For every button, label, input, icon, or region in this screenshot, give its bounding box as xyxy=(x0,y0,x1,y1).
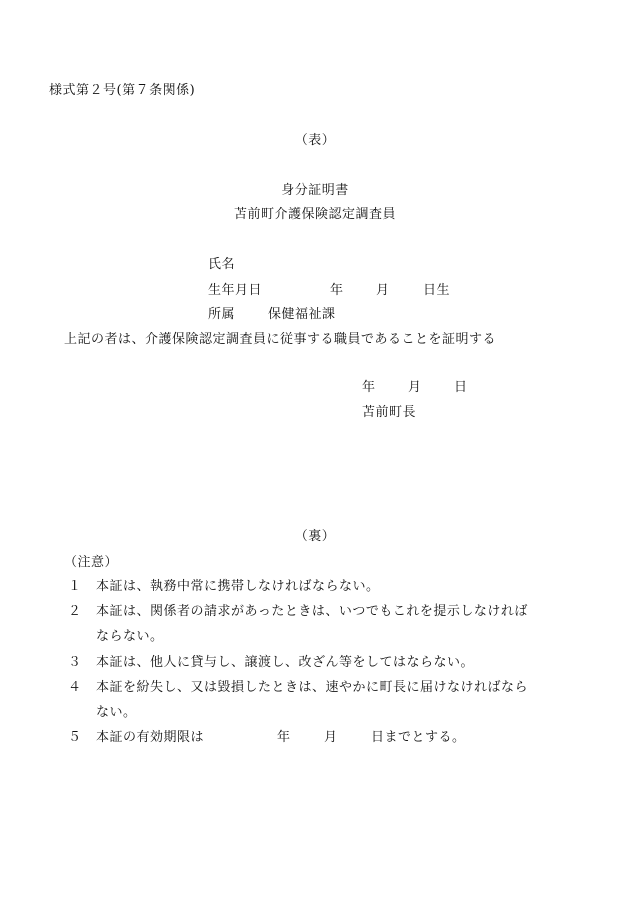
birth-month: 月 xyxy=(376,283,390,298)
validity-month: 月 xyxy=(324,730,338,745)
back-side-label: （裏） xyxy=(294,529,336,544)
birth-day-suffix: 日生 xyxy=(423,283,451,298)
note-number: ２ xyxy=(68,604,82,619)
note-text-continued: ならない。 xyxy=(96,629,164,644)
note-text-continued: ない。 xyxy=(96,705,137,720)
affiliation-value: 保健福祉課 xyxy=(268,307,336,322)
note-text: 本証は、他人に貸与し、譲渡し、改ざん等をしてはならない。 xyxy=(96,655,475,670)
front-side-label: （表） xyxy=(294,133,336,148)
certification-text: 上記の者は、介護保険認定調査員に従事する職員であることを証明する xyxy=(64,332,497,347)
note-text: 本証は、関係者の請求があったときは、いつでもこれを提示しなければ xyxy=(96,604,528,619)
issuer-title: 苫前町長 xyxy=(362,405,417,420)
note-number: ５ xyxy=(68,730,82,745)
issue-date-month: 月 xyxy=(408,380,422,395)
name-label: 氏名 xyxy=(208,257,236,272)
notes-heading: （注意） xyxy=(64,555,119,570)
issue-date-day: 日 xyxy=(454,380,468,395)
affiliation-label: 所属 xyxy=(208,307,236,322)
validity-suffix: 日までとする。 xyxy=(371,730,466,745)
note-text: 本証は、執務中常に携帯しなければならない。 xyxy=(96,579,380,594)
validity-year: 年 xyxy=(277,730,291,745)
birth-label: 生年月日 xyxy=(208,283,263,298)
note-number: ３ xyxy=(68,655,82,670)
birth-year: 年 xyxy=(330,283,344,298)
note-number: １ xyxy=(68,579,82,594)
note-number: ４ xyxy=(68,680,82,695)
issue-date-year: 年 xyxy=(362,380,376,395)
form-number: 様式第２号(第７条関係) xyxy=(49,83,196,98)
validity-prefix: 本証の有効期限は xyxy=(96,730,205,745)
document-subtitle: 苫前町介護保険認定調査員 xyxy=(233,207,396,222)
document-title: 身分証明書 xyxy=(281,183,349,198)
note-text: 本証を紛失し、又は毀損したときは、速やかに町長に届けなければなら xyxy=(96,680,529,695)
